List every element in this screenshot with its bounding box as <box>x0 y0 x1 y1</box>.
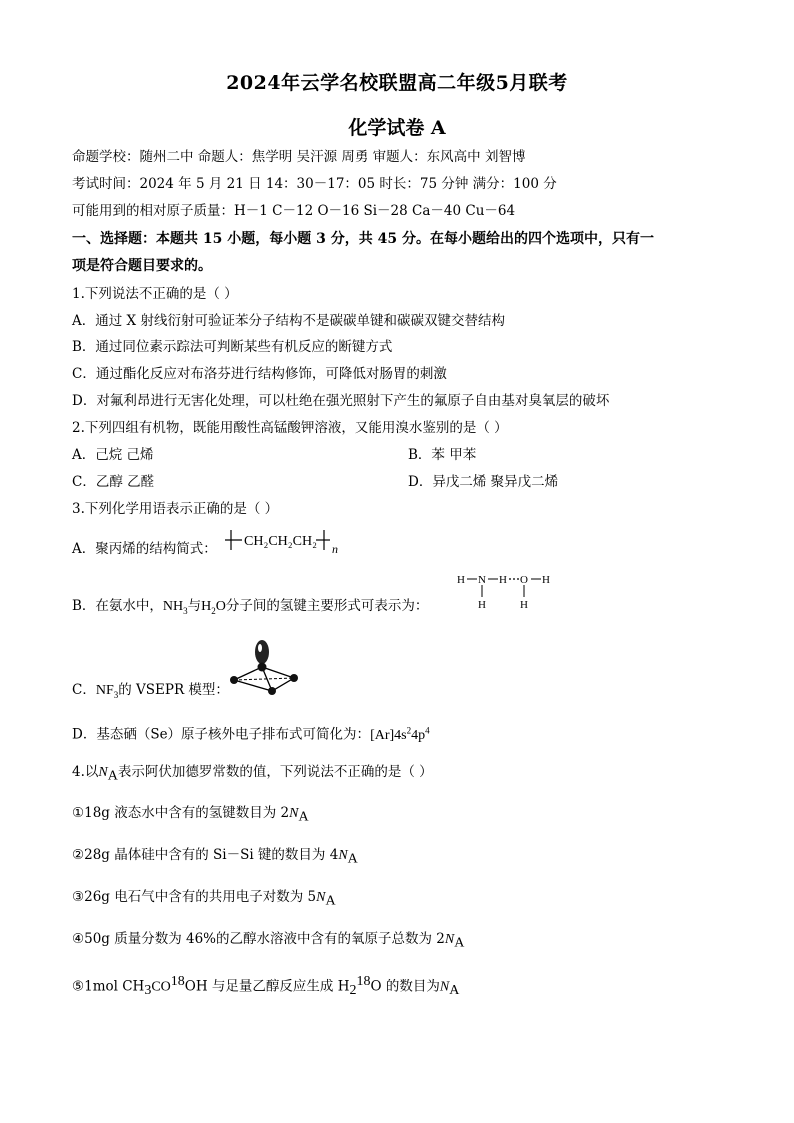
q2-option-a: A．己烷 己烯 <box>72 447 154 463</box>
q4-statement-2: ②28g 晶体硅中含有的 Si－Si 键的数目为 $4N_A$ <box>72 847 358 867</box>
q1-option-c: C．通过酯化反应对布洛芬进行结构修饰，可降低对肠胃的刺激 <box>72 366 447 382</box>
vsepr-model-diagram <box>228 634 300 696</box>
polypropylene-structure-formula <box>222 526 352 558</box>
author-info: 命题学校：随州二中 命题人：焦学明 吴汗源 周勇 审题人：东风高中 刘智博 <box>72 149 526 165</box>
q1-option-a: A．通过 X 射线衍射可验证苯分子结构不是碳碳单键和碳碳双键交替结构 <box>72 313 505 329</box>
atomic-mass-info: 可能用到的相对原子质量：H－1 C－12 O－16 Si－28 Ca－40 Cu－64 <box>72 203 516 219</box>
svg-text:H: H <box>499 574 507 586</box>
section-heading: 一、选择题：本题共 15 小题，每小题 3 分，共 45 分。在每小题给出的四个选项中，只有一 <box>72 231 654 247</box>
q2-option-c: C．乙醇 乙醛 <box>72 474 155 490</box>
svg-text:H: H <box>478 599 486 611</box>
q3-option-c: C．$NF_3$的 VSEPR 模型： <box>72 682 229 700</box>
q3-option-a-label: A．聚丙烯的结构简式： <box>72 541 217 557</box>
q3-option-d: D．基态硒（Se）原子核外电子排布式可简化为：$[Ar]4s^24p^4$ <box>72 725 430 743</box>
h2o-formula: $H_2O$ <box>201 599 226 616</box>
nf3-formula: $NF_3$ <box>95 683 119 700</box>
q3-stem: 3.下列化学用语表示正确的是（ ） <box>72 501 279 517</box>
q3-option-a <box>72 539 217 559</box>
hydrogen-bond-diagram <box>452 568 562 614</box>
page-title: 2024年云学名校联盟高二年级5月联考 <box>226 72 568 94</box>
svg-text:H: H <box>457 574 465 586</box>
q1-option-d: D．对氟利昂进行无害化处理，可以杜绝在强光照射下产生的氟原子自由基对臭氧层的破坏 <box>72 393 610 409</box>
q3-option-b: B．在氨水中，$NH_3$与$H_2O$分子间的氢键主要形式可表示为： <box>72 598 429 616</box>
nh3-formula: $NH_3$ <box>162 599 188 616</box>
section-heading-cont: 项是符合题目要求的。 <box>72 258 212 274</box>
q2-stem: 2.下列四组有机物，既能用酸性高锰酸钾溶液，又能用溴水鉴别的是（ ） <box>72 420 508 436</box>
q4-statement-1: ①18g 液态水中含有的氢键数目为 $2N_A$ <box>72 805 309 825</box>
q4-statement-5: ⑤1mol $CH_3CO^{18}OH$ 与足量乙醇反应生成 $H_2^{18}O$ 的数目为$N_A$ <box>72 974 460 999</box>
q2-option-b: B．苯 甲苯 <box>408 447 477 463</box>
q4-stem: 4.以$N_A$表示阿伏加德罗常数的值，下列说法不正确的是（ ） <box>72 764 433 784</box>
q1-stem: 1.下列说法不正确的是（ ） <box>72 286 238 302</box>
svg-text:N: N <box>478 574 486 586</box>
q2-option-d: D．异戊二烯 聚异戊二烯 <box>408 474 559 490</box>
svg-text:O: O <box>520 574 528 586</box>
q4-statement-3: ③26g 电石气中含有的共用电子对数为 $5N_A$ <box>72 889 336 909</box>
electron-configuration: $[Ar]4s^24p^4$ <box>370 725 430 743</box>
svg-text:H: H <box>520 599 528 611</box>
polymer-repeat-unit: CH₂CH₂CH₂ <box>244 534 317 549</box>
q1-option-b: B．通过同位素示踪法可判断某些有机反应的断键方式 <box>72 339 393 355</box>
polymer-subscript-n: n <box>332 542 338 556</box>
svg-text:H: H <box>542 574 550 586</box>
page-subtitle: 化学试卷 A <box>348 117 446 139</box>
q4-statement-4: ④50g 质量分数为 46%的乙醇水溶液中含有的氧原子总数为 $2N_A$ <box>72 931 465 951</box>
exam-time-info: 考试时间：2024 年 5 月 21 日 14：30－17：05 时长：75 分钟 满分：100 分 <box>72 176 557 192</box>
